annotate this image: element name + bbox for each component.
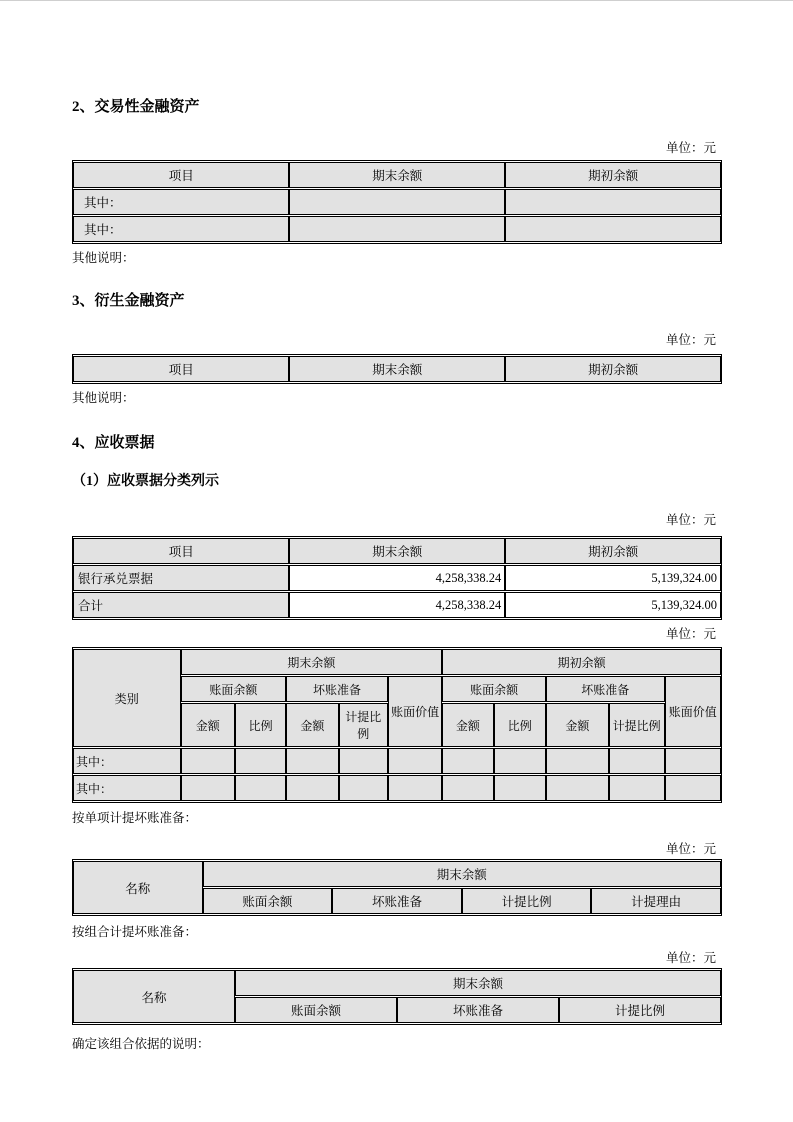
empty-cell	[665, 775, 721, 801]
table-header-row	[73, 649, 721, 675]
empty-cell	[665, 748, 721, 774]
col-header-book-balance: 账面余额	[203, 888, 333, 914]
empty-cell	[339, 775, 388, 801]
col-header-ratio: 比例	[494, 703, 546, 747]
table-row	[73, 748, 721, 774]
row-label: 银行承兑票据	[73, 565, 289, 591]
col-header-bad-debt-provision: 坏账准备	[286, 676, 388, 702]
single-item-provision-table	[72, 859, 722, 916]
unit-label: 单位：元	[665, 842, 716, 856]
single-item-provision-label: 按单项计提坏账准备：	[72, 811, 198, 825]
empty-cell	[181, 775, 235, 801]
derivative-financial-assets-table	[72, 354, 722, 384]
col-header-ending-balance: 期末余额	[203, 861, 721, 887]
col-header-bad-debt-provision: 坏账准备	[332, 888, 462, 914]
empty-cell	[235, 748, 286, 774]
page-top-edge	[0, 0, 793, 1]
portfolio-provision-label: 按组合计提坏账准备：	[72, 925, 198, 939]
empty-cell	[442, 748, 493, 774]
row-label: 其中：	[73, 189, 289, 215]
portfolio-basis-note: 确定该组合依据的说明：	[72, 1037, 210, 1051]
col-header-provision-reason: 计提理由	[591, 888, 721, 914]
unit-label: 单位：元	[665, 513, 716, 527]
section-4-heading: 4、应收票据	[72, 435, 155, 451]
table-header-row	[73, 538, 721, 564]
unit-label: 单位：元	[665, 333, 716, 347]
col-header-provision-ratio: 计提比例	[462, 888, 592, 914]
portfolio-provision-table	[72, 968, 722, 1025]
col-header-beginning-balance: 期初余额	[442, 649, 721, 675]
table-header-row	[73, 970, 721, 996]
table-row-bank-acceptance	[73, 565, 721, 591]
col-header-amount: 金额	[181, 703, 235, 747]
row-label: 其中：	[73, 216, 289, 242]
empty-cell	[289, 189, 505, 215]
unit-label: 单位：元	[665, 141, 716, 155]
col-header-category: 类别	[73, 649, 181, 747]
col-header-ending-balance: 期末余额	[181, 649, 443, 675]
col-header-book-balance: 账面余额	[181, 676, 287, 702]
col-header-beginning-balance: 期初余额	[505, 162, 721, 188]
row-label: 合计	[73, 592, 289, 618]
empty-cell	[339, 748, 388, 774]
col-header-name: 名称	[73, 970, 235, 1023]
col-header-amount: 金额	[546, 703, 609, 747]
ending-balance-value: 4,258,338.24	[289, 565, 505, 591]
col-header-book-value: 账面价值	[388, 676, 442, 747]
empty-cell	[289, 216, 505, 242]
empty-cell	[505, 216, 721, 242]
section-4-sub-heading: （1）应收票据分类列示	[72, 474, 219, 489]
col-header-amount: 金额	[442, 703, 493, 747]
table-header-row	[73, 861, 721, 887]
empty-cell	[609, 748, 665, 774]
col-header-item: 项目	[73, 162, 289, 188]
unit-label: 单位：元	[665, 951, 716, 965]
empty-cell	[442, 775, 493, 801]
section-2-heading: 2、交易性金融资产	[72, 99, 200, 115]
ending-balance-value: 4,258,338.24	[289, 592, 505, 618]
trading-financial-assets-table	[72, 160, 722, 244]
empty-cell	[388, 775, 442, 801]
empty-cell	[388, 748, 442, 774]
col-header-ending-balance: 期末余额	[289, 538, 505, 564]
unit-label: 单位：元	[665, 627, 716, 641]
beginning-balance-value: 5,139,324.00	[505, 592, 721, 618]
col-header-name: 名称	[73, 861, 203, 914]
col-header-ending-balance: 期末余额	[289, 162, 505, 188]
col-header-beginning-balance: 期初余额	[505, 356, 721, 382]
empty-cell	[181, 748, 235, 774]
bad-debt-breakdown-table	[72, 647, 722, 803]
col-header-bad-debt-provision: 坏账准备	[397, 997, 559, 1023]
col-header-amount: 金额	[286, 703, 338, 747]
col-header-book-balance: 账面余额	[442, 676, 546, 702]
empty-cell	[235, 775, 286, 801]
other-note: 其他说明：	[72, 391, 135, 405]
col-header-ending-balance: 期末余额	[289, 356, 505, 382]
empty-cell	[494, 748, 546, 774]
col-header-item: 项目	[73, 538, 289, 564]
col-header-beginning-balance: 期初余额	[505, 538, 721, 564]
empty-cell	[494, 775, 546, 801]
col-header-provision-ratio: 计提比例	[559, 997, 721, 1023]
col-header-bad-debt-provision: 坏账准备	[546, 676, 665, 702]
col-header-book-balance: 账面余额	[235, 997, 397, 1023]
empty-cell	[609, 775, 665, 801]
empty-cell	[546, 775, 609, 801]
table-row	[73, 775, 721, 801]
empty-cell	[286, 775, 338, 801]
empty-cell	[505, 189, 721, 215]
table-header-row	[73, 356, 721, 382]
col-header-ending-balance: 期末余额	[235, 970, 721, 996]
col-header-provision-ratio: 计提比例	[339, 703, 388, 747]
empty-cell	[286, 748, 338, 774]
col-header-item: 项目	[73, 356, 289, 382]
beginning-balance-value: 5,139,324.00	[505, 565, 721, 591]
notes-receivable-classification-table	[72, 536, 722, 620]
table-row-total	[73, 592, 721, 618]
col-header-provision-ratio: 计提比例	[609, 703, 665, 747]
empty-cell	[546, 748, 609, 774]
table-row	[73, 216, 721, 242]
table-row	[73, 189, 721, 215]
other-note: 其他说明：	[72, 251, 135, 265]
row-label: 其中：	[73, 748, 181, 774]
section-3-heading: 3、衍生金融资产	[72, 293, 185, 309]
table-header-row	[73, 162, 721, 188]
col-header-book-value: 账面价值	[665, 676, 721, 747]
col-header-ratio: 比例	[235, 703, 286, 747]
row-label: 其中：	[73, 775, 181, 801]
